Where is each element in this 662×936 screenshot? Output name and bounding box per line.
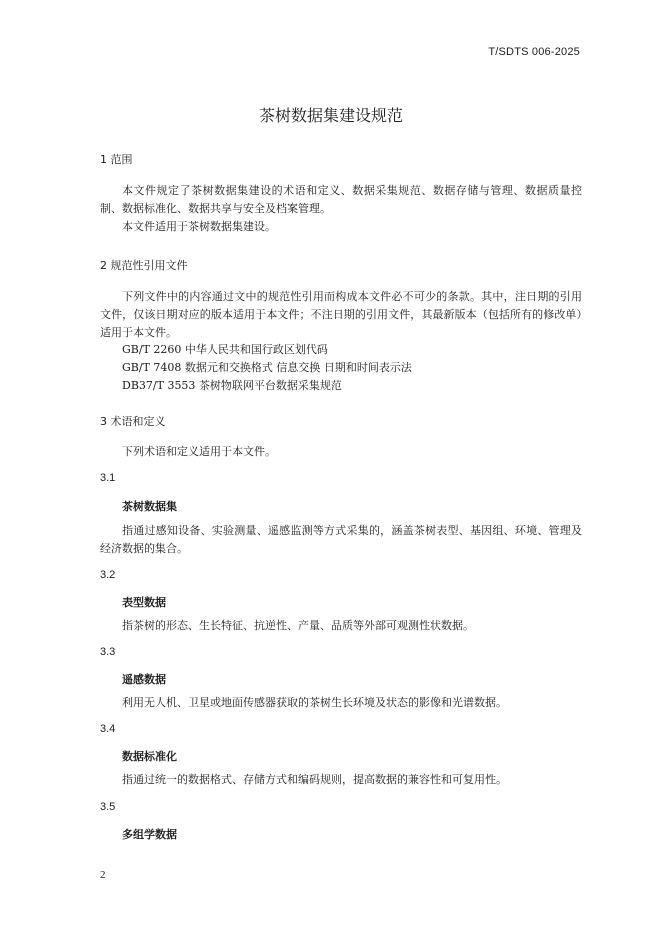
term-number: 3.2 (100, 569, 116, 581)
reference-item: DB37/T 3553 茶树物联网平台数据采集规范 (122, 379, 342, 392)
term-number: 3.3 (100, 646, 116, 658)
term-definition: 指通过感知设备、实验测量、遥感监测等方式采集的，涵盖茶树表型、基因组、环境、管理及经济数据的集合。 (100, 524, 582, 555)
document-number: T/SDTS 006-2025 (488, 46, 580, 58)
reference-item: GB/T 7408 数据元和交换格式 信息交换 日期和时间表示法 (122, 361, 412, 374)
term-name: 遥感数据 (122, 673, 166, 686)
scope-applicability: 本文件适用于茶树数据集建设。 (122, 220, 276, 233)
term-number: 3.1 (100, 472, 116, 484)
terms-intro: 下列术语和定义适用于本文件。 (122, 445, 276, 458)
term-name: 茶树数据集 (122, 500, 177, 513)
term-number: 3.4 (100, 723, 116, 735)
term-definition: 指茶树的形态、生长特征、抗逆性、产量、品质等外部可观测性状数据。 (122, 619, 474, 632)
section-heading-terms: 3 术语和定义 (100, 415, 166, 428)
term-definition: 利用无人机、卫星或地面传感器获取的茶树生长环境及状态的影像和光谱数据。 (122, 696, 507, 709)
term-name: 多组学数据 (122, 828, 177, 841)
term-name: 数据标准化 (122, 750, 177, 763)
section-heading-normative-references: 2 规范性引用文件 (100, 259, 188, 272)
section-heading-scope: 1 范围 (100, 153, 133, 166)
scope-paragraph: 本文件规定了茶树数据集建设的术语和定义、数据采集规范、数据存储与管理、数据质量控制、数据标准化、数据共享与安全及档案管理。 (100, 184, 582, 215)
term-name: 表型数据 (122, 596, 166, 609)
document-title: 茶树数据集建设规范 (258, 106, 403, 125)
page-number: 2 (100, 869, 106, 881)
term-number: 3.5 (100, 801, 116, 813)
term-definition: 指通过统一的数据格式、存储方式和编码规则，提高数据的兼容性和可复用性。 (122, 773, 507, 786)
reference-item: GB/T 2260 中华人民共和国行政区划代码 (122, 343, 328, 356)
references-paragraph: 下列文件中的内容通过文中的规范性引用而构成本文件必不可少的条款。其中，注日期的引用文件，仅该日期对应的版本适用于本文件；不注日期的引用文件，其最新版本（包括所有的修改单）适用于本文件。 (100, 290, 582, 339)
